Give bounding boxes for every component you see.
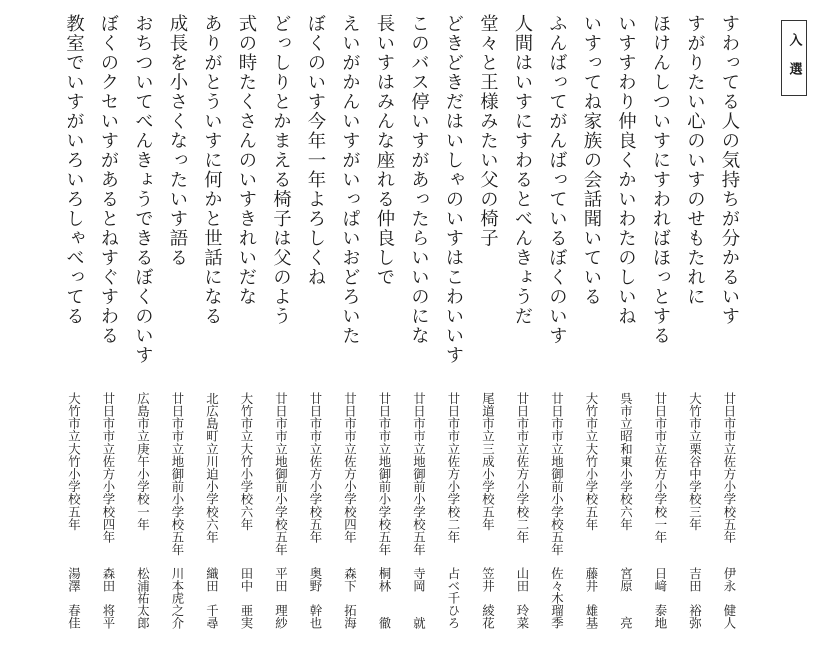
poem-text: いすすわり仲良くかいわたのしいね — [615, 14, 637, 326]
school-name: 広島市立庚午小学校一年 — [135, 392, 151, 531]
entry — [436, 0, 471, 660]
school-name: 廿日市市立佐方小学校二年 — [515, 392, 530, 544]
entry — [160, 0, 195, 660]
author-name: 森田 将平 — [101, 567, 116, 629]
poem-text: どっしりとかまえる椅子は父のよう — [270, 14, 292, 326]
author-name: 山田 玲菜 — [515, 567, 530, 629]
author-name: 平田 理紗 — [273, 567, 289, 629]
school-name: 大竹市立大竹小学校五年 — [584, 392, 599, 531]
author-name: 佐々木瑠季 — [549, 567, 565, 629]
school-name: 廿日市市立佐方小学校二年 — [446, 392, 461, 544]
entry — [401, 0, 436, 660]
school-name: 北広島町立川迫小学校六年 — [204, 392, 220, 544]
author-name: 宮原 亮 — [618, 567, 634, 629]
entry — [677, 0, 712, 660]
author-name: 田中 亜実 — [239, 567, 254, 629]
entry — [332, 0, 367, 660]
author-name: 桐林 徹 — [377, 567, 392, 629]
entry — [194, 0, 229, 660]
entries-list — [56, 0, 746, 660]
author-name: 奥野 幹也 — [308, 567, 323, 629]
poem-text: ぼくのクセいすがあるとねすぐすわる — [98, 14, 119, 346]
entry — [608, 0, 643, 660]
school-name: 廿日市市立佐方小学校一年 — [653, 392, 668, 544]
entry — [56, 0, 91, 660]
entry — [539, 0, 574, 660]
poem-text: ぼくのいす今年一年よろしくね — [305, 14, 326, 287]
poem-text: 教室でいすがいろいろしゃべってる — [63, 14, 85, 326]
author-name: 日﨑 泰地 — [653, 567, 668, 629]
school-name: 廿日市市立地御前小学校五年 — [273, 392, 289, 556]
poem-text: どきどきだはいしゃのいすはこわいいす — [443, 14, 464, 365]
poem-text: えいがかんいすがいっぱいおどろいた — [339, 14, 361, 346]
school-name: 廿日市市立地御前小学校五年 — [170, 392, 185, 556]
author-name: 松浦祐太郎 — [135, 567, 151, 629]
school-name: 大竹市立大竹小学校六年 — [239, 392, 254, 531]
author-name: 藤井 雄基 — [584, 567, 599, 629]
entry — [298, 0, 333, 660]
school-name: 呉市立昭和東小学校六年 — [618, 392, 634, 531]
author-name: 笠井 綾花 — [480, 567, 496, 629]
school-name: 尾道市立三成小学校五年 — [480, 392, 496, 531]
author-name: 寺岡 就 — [411, 567, 427, 629]
section-label-box: 入選 — [781, 20, 807, 96]
poem-text: すがりたい心のいすのせもたれに — [684, 14, 706, 307]
school-name: 廿日市市立佐方小学校五年 — [308, 392, 323, 544]
poem-text: このバス停いすがあったらいいのにな — [408, 14, 430, 346]
author-name: 織田 千尋 — [204, 567, 220, 629]
entry — [470, 0, 505, 660]
school-name: 廿日市市立地御前小学校五年 — [549, 392, 565, 556]
entry — [712, 0, 747, 660]
poem-text: 成長を小さくなったいす語る — [167, 14, 188, 268]
school-name: 廿日市市立佐方小学校五年 — [722, 392, 737, 544]
entry — [229, 0, 264, 660]
poem-text: すわってる人の気持ちが分かるいす — [719, 14, 740, 326]
poem-text: 堂々と王様みたい父の椅子 — [477, 14, 499, 248]
school-name: 廿日市市立地御前小学校五年 — [377, 392, 392, 556]
author-name: 吉田 裕弥 — [687, 567, 703, 629]
school-name: 廿日市市立佐方小学校四年 — [342, 392, 358, 544]
author-name: 湯澤 春佳 — [66, 567, 82, 629]
entry — [643, 0, 678, 660]
poem-text: 長いすはみんな座れる仲良しで — [374, 14, 395, 287]
poem-text: ふんばってがんばっているぼくのいす — [546, 14, 568, 346]
entry — [574, 0, 609, 660]
entry — [125, 0, 160, 660]
poem-text: 式の時たくさんのいすきれいだな — [236, 14, 257, 307]
entry — [263, 0, 298, 660]
entry — [367, 0, 402, 660]
school-name: 廿日市市立佐方小学校四年 — [101, 392, 116, 544]
author-name: 占ベ千ひろ — [446, 567, 461, 629]
school-name: 大竹市立栗谷中学校三年 — [687, 392, 703, 531]
entry — [505, 0, 540, 660]
entry — [91, 0, 126, 660]
poem-text: いすってね家族の会話聞いている — [581, 14, 602, 307]
poem-text: ほけんしついすにすわればほっとする — [650, 14, 671, 346]
author-name: 伊永 健人 — [722, 567, 737, 629]
school-name: 廿日市市立地御前小学校五年 — [411, 392, 427, 556]
school-name: 大竹市立大竹小学校五年 — [66, 392, 82, 531]
author-name: 川本虎之介 — [170, 567, 185, 629]
poem-text: おちついてべんきょうできるぼくのいす — [132, 14, 154, 365]
author-name: 森下 拓海 — [342, 567, 358, 629]
poem-text: ありがとういすに何かと世話になる — [201, 14, 223, 326]
poem-text: 人間はいすにすわるとべんきょうだ — [512, 14, 533, 326]
